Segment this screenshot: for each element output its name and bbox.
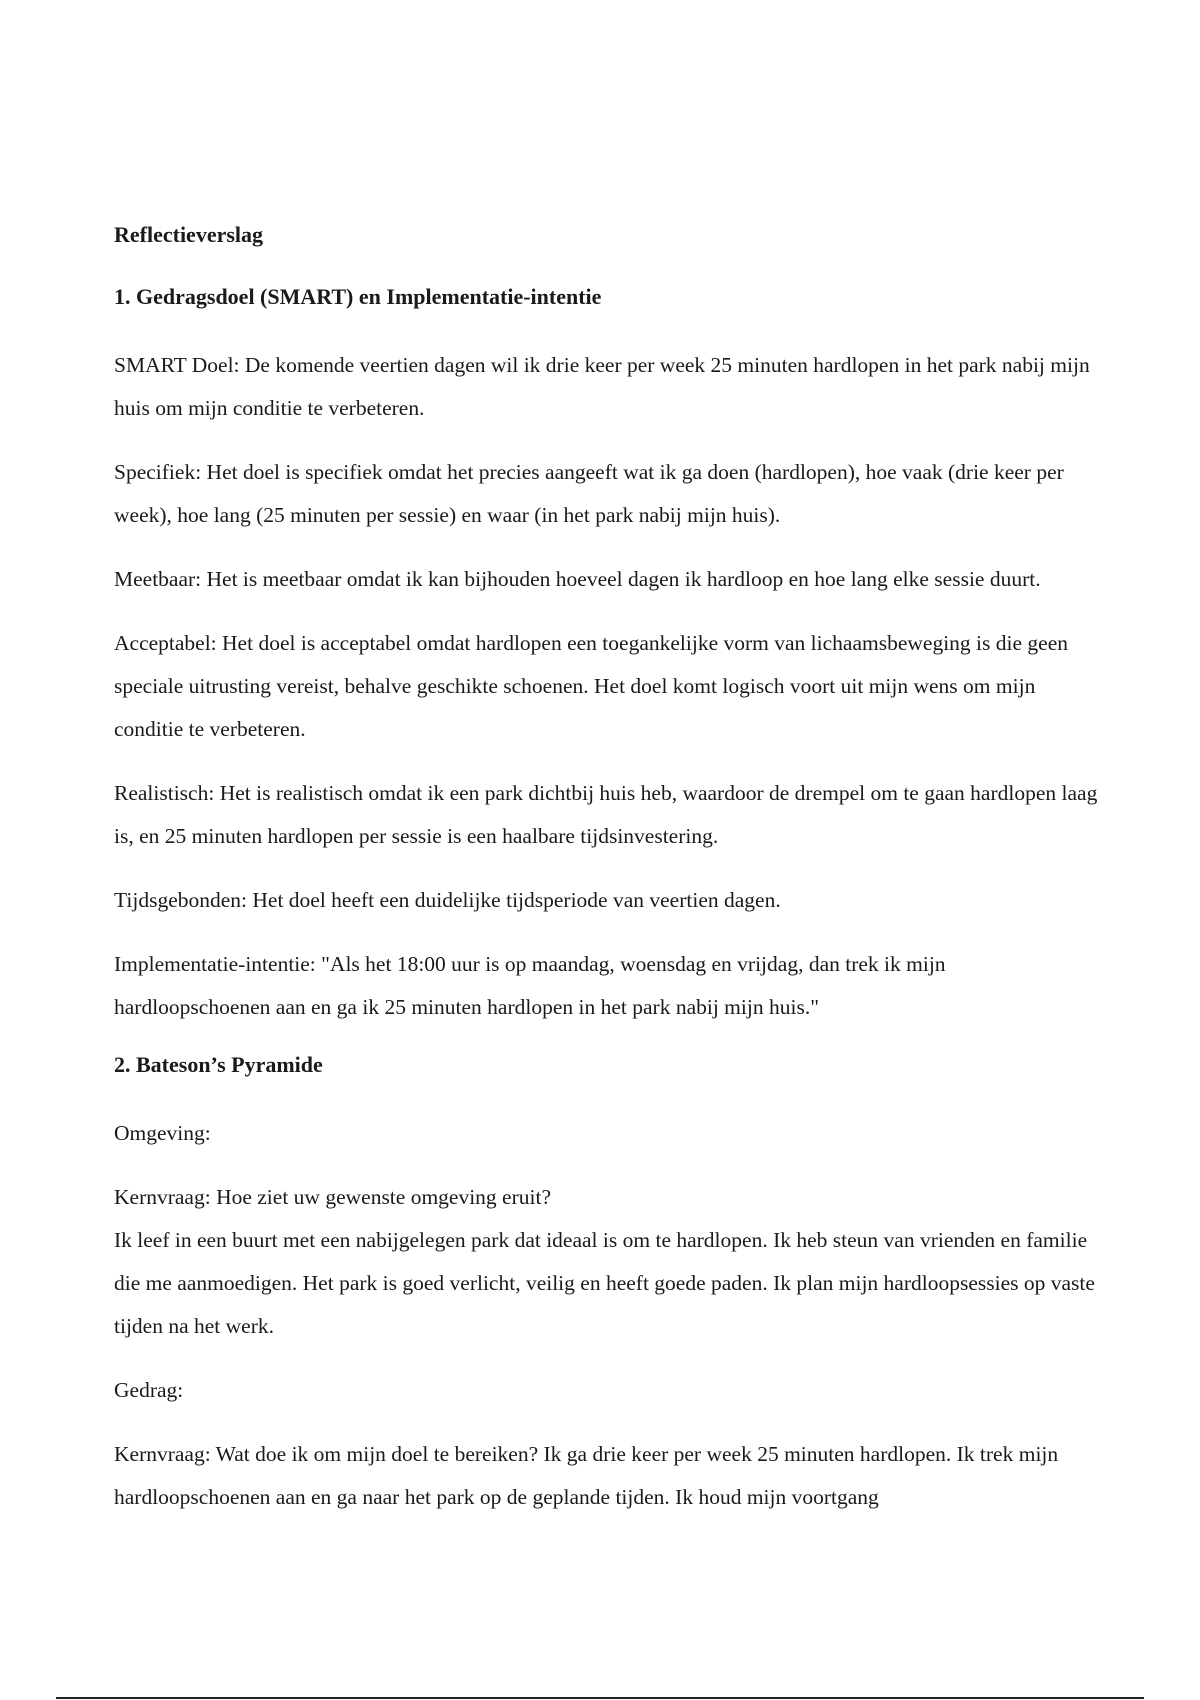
environment-label: Omgeving: (114, 1121, 211, 1145)
document-title: Reflectieverslag (114, 222, 264, 247)
section-heading-bateson: 2. Bateson’s Pyramide (114, 1052, 323, 1077)
section-heading-smart: 1. Gedragsdoel (SMART) en Implementatie-intentie (114, 284, 602, 309)
behavior-paragraph: Kernvraag: Wat doe ik om mijn doel te bereiken? Ik ga drie keer per week 25 minuten hardlopen. Ik trek mijn hardloopschoenen aan en ga naar het park op de geplande tijden. Ik houd mijn voortgang (114, 1442, 1059, 1509)
realistic-paragraph: Realistisch: Het is realistisch omdat ik een park dichtbij huis heb, waardoor de drempel om te gaan hardlopen laag is, en 25 minuten hardlopen per sessie is een haalbare tijdsinvestering. (114, 781, 1098, 848)
behavior-label: Gedrag: (114, 1378, 184, 1402)
page-bottom-rule (56, 1697, 1144, 1699)
smart-goal-paragraph: SMART Doel: De komende veertien dagen wil ik drie keer per week 25 minuten hardlopen in het park nabij mijn huis om mijn conditie te verbeteren. (114, 353, 1090, 420)
specific-paragraph: Specifiek: Het doel is specifiek omdat het precies aangeeft wat ik ga doen (hardlopen), hoe vaak (drie keer per week), hoe lang (25 minuten per sessie) en waar (in het park nabij mijn huis). (114, 460, 1064, 527)
implementation-intention-paragraph: Implementatie-intentie: "Als het 18:00 uur is op maandag, woensdag en vrijdag, dan trek ik mijn hardloopschoenen aan en ga ik 25 minuten hardlopen in het park nabij mijn huis." (114, 952, 946, 1019)
acceptable-paragraph: Acceptabel: Het doel is acceptabel omdat hardlopen een toegankelijke vorm van lichaamsbeweging is die geen speciale uitrusting vereist, behalve geschikte schoenen. Het doel komt logisch voort uit mijn wens om mijn conditie te verbeteren. (114, 631, 1068, 741)
environment-question: Kernvraag: Hoe ziet uw gewenste omgeving eruit? (114, 1185, 552, 1209)
time-bound-paragraph: Tijdsgebonden: Het doel heeft een duidelijke tijdsperiode van veertien dagen. (114, 888, 781, 912)
measurable-paragraph: Meetbaar: Het is meetbaar omdat ik kan bijhouden hoeveel dagen ik hardloop en hoe lang elke sessie duurt. (114, 567, 1041, 591)
document-body (114, 220, 1104, 1540)
environment-answer: Ik leef in een buurt met een nabijgelegen park dat ideaal is om te hardlopen. Ik heb steun van vrienden en familie die me aanmoedigen. Het park is goed verlicht, veilig en heeft goede paden. Ik plan mijn hardloopsessies op vaste tijden na het werk. (114, 1228, 1095, 1338)
